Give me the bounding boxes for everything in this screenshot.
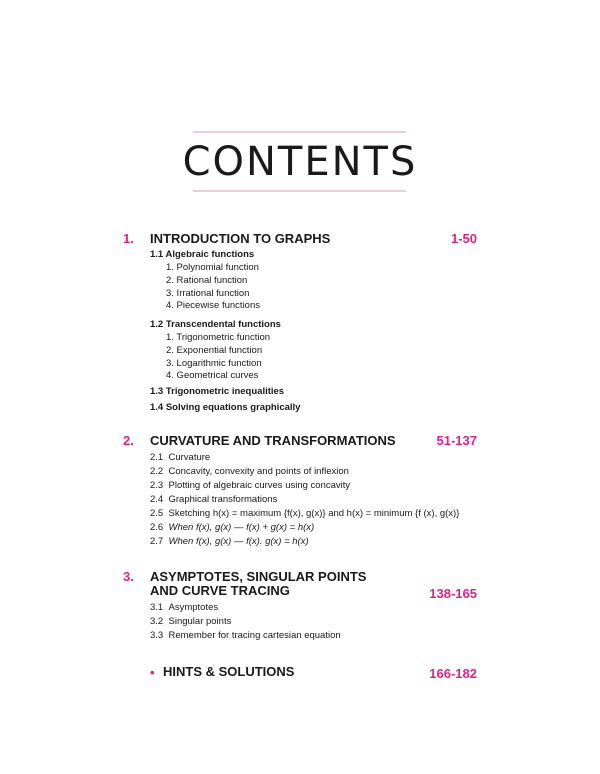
list-item: 2.1 Curvature xyxy=(150,452,211,463)
list-item: 3.3 Remember for tracing cartesian equation xyxy=(150,630,341,641)
chapter-1-pages: 1-50 xyxy=(450,231,477,246)
list-item: 3.2 Singular points xyxy=(150,616,232,627)
list-item: 2. Rational function xyxy=(166,275,248,286)
list-item: 3.1 Asymptotes xyxy=(150,602,219,613)
section-heading: 1.3 Trigonometric inequalities xyxy=(150,386,285,397)
list-item: 2.7 When f(x), g(x) — f(x). g(x) = h(x) xyxy=(150,536,309,547)
hints-title[interactable]: HINTS & SOLUTIONS xyxy=(163,664,295,679)
chapter-2-title[interactable]: CURVATURE AND TRANSFORMATIONS xyxy=(150,433,396,448)
list-item: 1. Polynomial function xyxy=(166,262,259,273)
list-item: 2.2 Concavity, convexity and points of inflexion xyxy=(150,466,349,477)
section-heading: 1.4 Solving equations graphically xyxy=(150,402,301,413)
chapter-3-title-line-2[interactable]: AND CURVE TRACING xyxy=(150,583,290,598)
list-item: 2.5 Sketching h(x) = maximum {f(x), g(x)} and h(x) = minimum {f (x), g(x)} xyxy=(150,508,460,519)
hints-bullet: • xyxy=(150,665,155,680)
chapter-1-title[interactable]: INTRODUCTION TO GRAPHS xyxy=(150,231,331,246)
list-item: 1. Trigonometric function xyxy=(166,332,271,343)
title-rule-bottom xyxy=(193,190,406,192)
section-heading: 1.1 Algebraic functions xyxy=(150,249,255,260)
chapter-3-number: 3. xyxy=(123,569,134,584)
chapter-3-title-line-1[interactable]: ASYMPTOTES, SINGULAR POINTS xyxy=(150,569,367,584)
title-rule-top xyxy=(193,131,406,133)
list-item: 3. Logarithmic function xyxy=(166,358,262,369)
list-item: 2.3 Plotting of algebraic curves using concavity xyxy=(150,480,351,491)
chapter-2-pages: 51-137 xyxy=(436,433,477,448)
hints-pages: 166-182 xyxy=(429,666,477,681)
list-item: 2. Exponential function xyxy=(166,345,263,356)
list-item: 4. Piecewise functions xyxy=(166,300,260,311)
chapter-3-pages: 138-165 xyxy=(429,586,477,601)
section-heading: 1.2 Transcendental functions xyxy=(150,319,281,330)
list-item: 4. Geometrical curves xyxy=(166,370,259,381)
chapter-1-number: 1. xyxy=(123,231,134,246)
list-item: 2.6 When f(x), g(x) — f(x) + g(x) = h(x) xyxy=(150,522,315,533)
list-item: 3. Irrational function xyxy=(166,288,250,299)
list-item: 2.4 Graphical transformations xyxy=(150,494,278,505)
page-title: CONTENTS xyxy=(182,139,418,185)
chapter-2-number: 2. xyxy=(123,433,134,448)
